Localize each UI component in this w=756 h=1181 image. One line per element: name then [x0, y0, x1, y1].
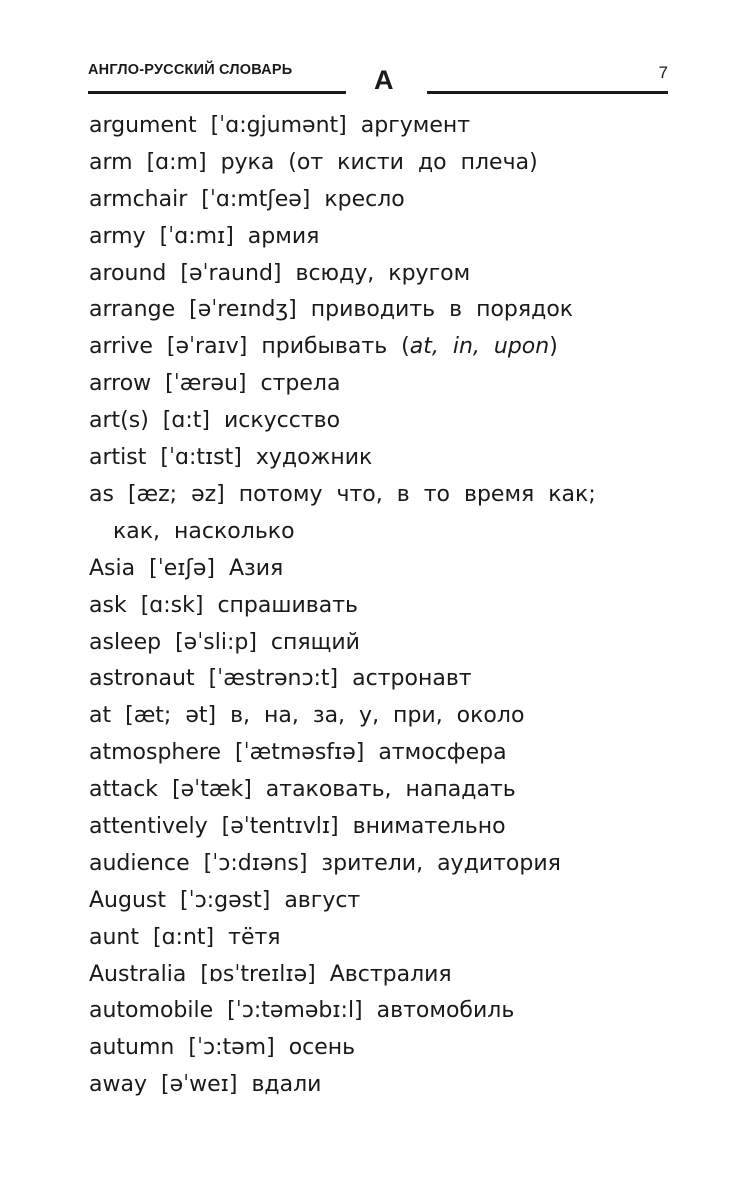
translation: атмосфера [378, 740, 507, 766]
dictionary-entry [89, 145, 689, 182]
translation: армия [247, 223, 320, 249]
translation: приводить в порядок [310, 297, 574, 323]
headword: attack [89, 777, 159, 803]
translation: осень [288, 1035, 356, 1061]
translation: Азия [228, 555, 284, 581]
dictionary-entry [89, 440, 689, 477]
dictionary-entry [89, 588, 689, 625]
dictionary-entry [89, 661, 689, 698]
headword: aunt [89, 924, 139, 950]
transcription: [ˈɑ:mtʃeə] [201, 186, 311, 212]
translation: аргумент [360, 113, 471, 138]
transcription: [ˈɔ:dɪəns] [203, 850, 308, 876]
headword: arrow [89, 371, 152, 397]
headword: astronaut [89, 666, 195, 692]
dictionary-entry [89, 551, 689, 588]
dictionary-entry [89, 256, 689, 293]
headword: at [89, 703, 112, 729]
headword: asleep [89, 629, 162, 655]
transcription: [ˈɔ:təm] [188, 1035, 275, 1061]
dictionary-entry [89, 735, 689, 772]
transcription: [ɑ:sk] [140, 592, 204, 618]
translation: атаковать, нападать [265, 777, 516, 803]
translation: кресло [324, 186, 405, 212]
dictionary-entry [89, 698, 689, 735]
transcription: [ɑ:t] [162, 408, 210, 434]
transcription: [ɒsˈtreɪlɪə] [200, 961, 316, 987]
transcription: [ˈɑ:gjumənt] [210, 113, 347, 138]
translation: спрашивать [217, 592, 359, 618]
transcription: [ɑ:nt] [153, 924, 215, 950]
headword: army [89, 223, 146, 249]
translation: потому что, в то время как; [238, 481, 596, 507]
dictionary-entry [89, 182, 689, 219]
headword: autumn [89, 1035, 175, 1061]
headword: arrive [89, 334, 153, 360]
dictionary-entry [89, 993, 689, 1030]
translation: прибывать ( [261, 334, 410, 360]
dictionary-entry [89, 957, 689, 994]
headword: atmosphere [89, 740, 221, 766]
transcription: [əˈsli:p] [175, 629, 257, 655]
translation: спящий [270, 629, 360, 655]
dictionary-entries [89, 108, 689, 1104]
dictionary-entry [89, 883, 689, 920]
translation: тётя [228, 924, 281, 950]
headword: arrange [89, 297, 176, 323]
transcription: [ˈɔ:təməbɪ:l] [227, 998, 363, 1024]
transcription: [æt; ət] [125, 703, 217, 729]
running-title: АНГЛО-РУССКИЙ СЛОВАРЬ [88, 62, 293, 78]
transcription: [əˈtentɪvlɪ] [221, 813, 339, 839]
headword: argument [89, 113, 197, 138]
headword: August [89, 887, 166, 913]
usage-note: at, in, upon [409, 334, 550, 360]
translation: искусство [223, 408, 341, 434]
dictionary-entry [89, 477, 689, 551]
translation: художник [255, 445, 373, 471]
transcription: [əˈreɪndʒ] [189, 297, 297, 323]
transcription: [ˈɑ:tɪst] [160, 445, 242, 471]
translation: всюду, кругом [295, 260, 471, 286]
header-rule-right [427, 91, 668, 94]
translation-continuation: как, насколько [113, 518, 295, 544]
translation: в, на, за, у, при, около [230, 703, 525, 729]
dictionary-entry [89, 292, 689, 329]
headword: automobile [89, 998, 214, 1024]
headword: around [89, 260, 167, 286]
headword: ask [89, 592, 127, 618]
headword: away [89, 1072, 147, 1098]
transcription: [ˈeɪʃə] [149, 555, 215, 581]
transcription: [ˈærəu] [165, 371, 247, 397]
headword: armchair [89, 186, 188, 212]
translation: Австралия [329, 961, 452, 987]
headword: arm [89, 149, 133, 175]
translation: внимательно [352, 813, 506, 839]
page-number: 7 [658, 63, 668, 82]
dictionary-entry [89, 1067, 689, 1104]
headword: attentively [89, 813, 208, 839]
headword: Australia [89, 961, 187, 987]
translation: стрела [260, 371, 341, 397]
transcription: [æz; əz] [127, 481, 225, 507]
transcription: [ɑ:m] [146, 149, 207, 175]
translation-end: ) [549, 334, 558, 360]
dictionary-entry [89, 772, 689, 809]
headword: art(s) [89, 408, 149, 434]
transcription: [əˈtæk] [172, 777, 252, 803]
translation: зрители, аудитория [321, 850, 561, 876]
transcription: [əˈraund] [180, 260, 282, 286]
headword: audience [89, 850, 190, 876]
transcription: [ˈɑ:mɪ] [159, 223, 234, 249]
transcription: [ˈætməsfɪə] [235, 740, 365, 766]
transcription: [ˈæstrənɔ:t] [208, 666, 339, 692]
translation: астронавт [352, 666, 472, 692]
headword: as [89, 481, 114, 507]
headword: artist [89, 445, 147, 471]
dictionary-entry [89, 1030, 689, 1067]
headword: Asia [89, 555, 136, 581]
translation: автомобиль [376, 998, 515, 1024]
page-header [88, 55, 668, 100]
dictionary-entry [89, 219, 689, 256]
dictionary-entry [89, 403, 689, 440]
transcription: [əˈraɪv] [166, 334, 248, 360]
dictionary-entry [89, 809, 689, 846]
header-rule-left [88, 91, 346, 94]
dictionary-entry [89, 366, 689, 403]
dictionary-entry [89, 108, 689, 145]
transcription: [əˈweɪ] [160, 1072, 238, 1098]
translation: август [284, 887, 361, 913]
dictionary-entry [89, 920, 689, 957]
section-letter: A [374, 65, 394, 95]
transcription: [ˈɔ:gəst] [180, 887, 271, 913]
translation: рука (от кисти до плеча) [220, 149, 538, 175]
dictionary-entry [89, 625, 689, 662]
dictionary-entry [89, 329, 689, 366]
translation: вдали [251, 1072, 322, 1098]
dictionary-entry [89, 846, 689, 883]
